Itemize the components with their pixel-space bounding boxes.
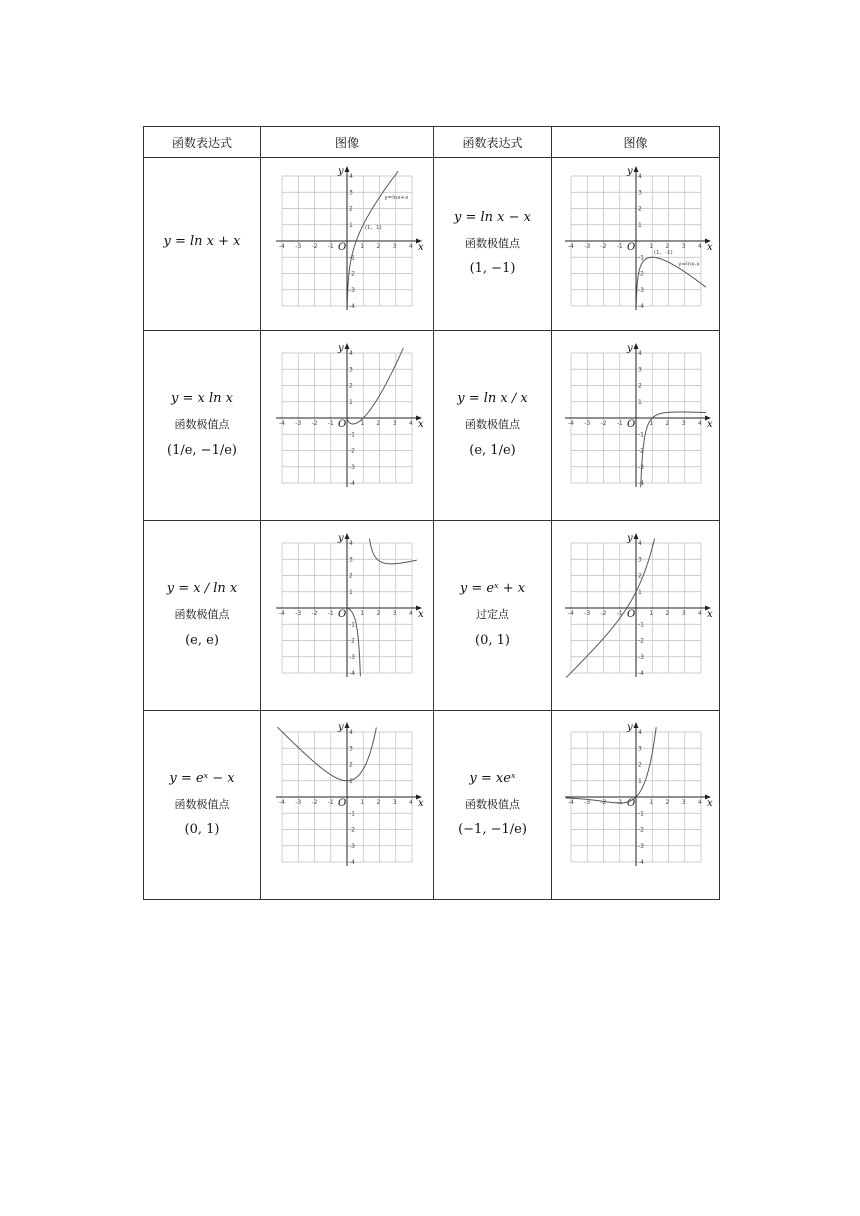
function-expression: y = ln x + x [163, 233, 241, 249]
function-note: 函数极值点 [174, 608, 230, 622]
x-tick-label: 3 [392, 243, 397, 250]
x-tick-label: 3 [681, 609, 686, 617]
y-tick-label: 4 [349, 729, 353, 736]
x-tick-label: 4 [697, 419, 702, 427]
y-tick-label: 1 [349, 777, 353, 785]
graph-cell [261, 331, 434, 521]
table-header-row [144, 127, 720, 158]
x-tick-label: 1 [648, 419, 653, 427]
function-graph [268, 164, 426, 324]
table-row [144, 711, 720, 900]
graph-cell [552, 711, 720, 900]
y-tick-label: -2 [637, 447, 644, 454]
x-tick-label: -4 [567, 609, 574, 617]
y-tick-label: 3 [637, 365, 642, 373]
function-cell [434, 711, 552, 900]
function-point: (e, e) [185, 632, 219, 648]
y-tick-label: -2 [349, 637, 355, 644]
y-tick-label: 3 [637, 555, 642, 563]
origin-label: O [338, 418, 347, 430]
x-tick-label: -3 [295, 419, 302, 427]
x-tick-label: 4 [409, 243, 413, 250]
x-tick-label: -4 [279, 243, 285, 250]
x-tick-label: 2 [665, 419, 669, 427]
function-expression: y = ln x − x [454, 209, 531, 225]
y-tick-label: 2 [637, 761, 642, 769]
y-axis-label: y [338, 166, 344, 177]
x-axis-label: x [418, 608, 424, 620]
x-tick-label: 2 [376, 419, 381, 427]
x-axis-label: x [706, 798, 713, 809]
y-tick-label: 3 [349, 745, 353, 753]
x-tick-label: -2 [600, 799, 606, 806]
y-axis-label: y [626, 342, 633, 354]
y-axis-arrow [633, 533, 638, 539]
x-axis-label: x [418, 418, 424, 430]
table-row [144, 331, 720, 521]
x-tick-label: -3 [583, 419, 590, 427]
y-tick-label: -1 [637, 430, 644, 438]
y-tick-label: -1 [349, 810, 355, 818]
graph-cell [552, 331, 720, 521]
header-function-expression: 函数表达式 [144, 127, 261, 158]
table-row [144, 158, 720, 331]
origin-label: O [626, 798, 635, 809]
graph-cell [552, 521, 720, 711]
function-cell [434, 521, 552, 711]
y-tick-label: 1 [637, 398, 642, 406]
x-axis-label: x [706, 242, 713, 253]
x-tick-label: -1 [616, 609, 623, 617]
function-point: (0, 1) [475, 632, 510, 648]
y-tick-label: -4 [637, 303, 644, 310]
x-tick-label: 4 [409, 419, 413, 427]
y-tick-label: -2 [637, 637, 644, 644]
x-tick-label: 1 [648, 243, 653, 250]
y-tick-label: -3 [637, 653, 644, 661]
header-graph: 图像 [552, 127, 720, 158]
x-tick-label: 2 [665, 243, 669, 250]
function-curve [347, 348, 403, 424]
y-tick-label: 3 [637, 745, 642, 753]
y-tick-label: -4 [637, 669, 644, 677]
x-tick-label: -2 [311, 419, 318, 427]
function-point: (−1, −1/e) [458, 822, 527, 838]
function-table [143, 126, 720, 900]
y-tick-label: -2 [349, 447, 355, 454]
function-graph [557, 341, 715, 511]
function-note: 函数极值点 [174, 797, 230, 811]
x-tick-label: -3 [295, 243, 302, 250]
graph-cell [261, 158, 434, 331]
graph-cell [552, 158, 720, 331]
graph-cell [261, 711, 434, 900]
origin-label: O [338, 608, 347, 620]
y-tick-label: 2 [349, 382, 353, 389]
x-tick-label: 2 [665, 799, 669, 806]
point-label: (1，-1) [653, 250, 673, 256]
x-tick-label: -1 [327, 419, 334, 427]
function-expression: y = xeˣ [469, 770, 516, 786]
origin-label: O [626, 242, 635, 253]
x-tick-label: 4 [697, 799, 702, 806]
y-tick-label: -3 [349, 842, 355, 850]
y-tick-label: -4 [349, 303, 355, 310]
x-tick-label: -4 [279, 609, 285, 617]
x-tick-label: 3 [392, 419, 397, 427]
x-tick-label: -2 [600, 609, 606, 617]
y-tick-label: 3 [349, 189, 353, 197]
y-tick-label: 4 [349, 173, 353, 180]
y-tick-label: 2 [637, 382, 642, 389]
header-graph: 图像 [261, 127, 434, 158]
x-tick-label: -1 [616, 243, 623, 250]
function-expression: y = eˣ + x [459, 581, 526, 597]
x-axis-label: x [706, 418, 713, 430]
function-graph [557, 720, 715, 890]
y-tick-label: 2 [349, 205, 353, 213]
y-tick-label: 1 [349, 588, 353, 596]
x-tick-label: -2 [311, 243, 318, 250]
y-tick-label: -2 [349, 270, 355, 278]
y-tick-label: 1 [349, 221, 353, 229]
x-tick-label: 2 [376, 243, 381, 250]
y-tick-label: 4 [637, 539, 642, 547]
x-tick-label: -4 [279, 419, 285, 427]
y-tick-label: -4 [637, 859, 644, 866]
function-cell [144, 521, 261, 711]
x-tick-label: 1 [648, 799, 653, 806]
function-cell [144, 711, 261, 900]
function-note: 函数极值点 [465, 797, 520, 811]
x-tick-label: -4 [279, 799, 285, 806]
x-tick-label: -3 [583, 243, 590, 250]
x-axis-label: x [418, 798, 424, 809]
y-tick-label: 3 [637, 189, 642, 197]
x-tick-label: 3 [681, 419, 686, 427]
x-tick-label: -3 [295, 799, 302, 806]
origin-label: O [338, 798, 347, 809]
function-note: 过定点 [476, 608, 509, 622]
function-expression: y = ln x / x [457, 391, 528, 407]
function-graph [557, 164, 715, 324]
y-tick-label: 4 [637, 349, 642, 357]
curve-label: y=lnx+x [384, 194, 409, 201]
x-tick-label: 2 [665, 609, 669, 617]
x-tick-label: -2 [600, 243, 606, 250]
y-tick-label: 1 [637, 221, 642, 229]
y-tick-label: -3 [637, 286, 644, 294]
x-tick-label: -2 [311, 799, 318, 806]
function-cell [434, 158, 552, 331]
y-axis-label: y [626, 532, 633, 544]
x-tick-label: -4 [567, 799, 574, 806]
y-tick-label: -4 [349, 859, 355, 866]
function-curve [277, 727, 376, 781]
y-tick-label: 3 [349, 555, 353, 563]
function-point: (1/e, −1/e) [167, 442, 237, 458]
y-axis-arrow [633, 343, 638, 349]
x-tick-label: 3 [681, 799, 686, 806]
function-graph [557, 531, 715, 701]
x-tick-label: -1 [327, 799, 334, 806]
x-tick-label: -2 [311, 609, 318, 617]
y-tick-label: 3 [349, 365, 353, 373]
y-tick-label: -1 [349, 620, 355, 628]
y-tick-label: 4 [637, 173, 642, 180]
y-tick-label: 2 [637, 572, 642, 579]
x-tick-label: -2 [600, 419, 606, 427]
y-tick-label: 2 [637, 205, 642, 213]
x-tick-label: -3 [583, 609, 590, 617]
graph-cell [261, 521, 434, 711]
x-tick-label: -1 [616, 419, 623, 427]
y-axis-label: y [338, 722, 344, 733]
function-point: (1, −1) [469, 261, 516, 277]
x-tick-label: 4 [409, 799, 413, 806]
x-tick-label: -4 [567, 419, 574, 427]
function-graph [268, 341, 426, 511]
y-tick-label: 2 [349, 572, 353, 579]
y-tick-label: -4 [349, 479, 355, 487]
y-tick-label: 2 [349, 761, 353, 769]
y-tick-label: -3 [349, 653, 355, 661]
y-tick-label: -2 [349, 826, 355, 834]
y-tick-label: -1 [637, 620, 644, 628]
x-tick-label: 1 [360, 609, 365, 617]
y-tick-label: -3 [637, 463, 644, 471]
table-row [144, 521, 720, 711]
function-point: (e, 1/e) [469, 442, 516, 458]
y-tick-label: 4 [349, 539, 353, 547]
origin-label: O [626, 418, 635, 430]
y-tick-label: 1 [349, 398, 353, 406]
y-tick-label: -1 [637, 810, 644, 818]
y-axis-label: y [338, 532, 344, 544]
x-tick-label: 1 [360, 419, 365, 427]
x-tick-label: 4 [697, 243, 702, 250]
y-axis-arrow [345, 722, 350, 728]
function-point: (0, 1) [184, 822, 220, 838]
function-cell [144, 331, 261, 521]
y-axis-arrow [345, 343, 350, 349]
function-note: 函数极值点 [465, 418, 520, 432]
x-tick-label: 1 [360, 243, 365, 250]
x-tick-label: 3 [392, 609, 397, 617]
y-tick-label: -2 [637, 270, 644, 278]
origin-label: O [338, 242, 347, 253]
x-tick-label: 2 [376, 609, 381, 617]
y-tick-label: -3 [637, 842, 644, 850]
function-graph [268, 720, 426, 890]
function-note: 函数极值点 [174, 418, 230, 432]
y-tick-label: -3 [349, 286, 355, 294]
point-label: (1，1) [364, 224, 382, 231]
x-axis-label: x [706, 608, 713, 620]
function-expression: y = x ln x [171, 391, 233, 407]
y-tick-label: 4 [349, 349, 353, 357]
function-graph [268, 531, 426, 701]
curve-label: y=lnx-x [677, 261, 700, 268]
y-tick-label: 1 [637, 588, 642, 596]
y-tick-label: -4 [637, 479, 644, 487]
x-tick-label: 1 [360, 799, 365, 806]
x-tick-label: -3 [583, 799, 590, 806]
function-note: 函数极值点 [465, 236, 520, 250]
y-axis-arrow [633, 722, 638, 728]
y-tick-label: -3 [349, 463, 355, 471]
function-expression: y = x / ln x [166, 581, 238, 597]
y-tick-label: -2 [637, 826, 644, 834]
y-tick-label: -1 [637, 254, 644, 262]
x-tick-label: 3 [681, 243, 686, 250]
x-tick-label: 2 [376, 799, 381, 806]
function-cell [434, 331, 552, 521]
x-tick-label: -3 [295, 609, 302, 617]
origin-label: O [626, 608, 635, 620]
header-function-expression: 函数表达式 [434, 127, 552, 158]
y-axis-label: y [626, 166, 633, 177]
x-tick-label: -1 [616, 799, 623, 806]
y-tick-label: -4 [349, 669, 355, 677]
y-tick-label: 1 [637, 777, 642, 785]
x-tick-label: -1 [327, 609, 334, 617]
y-axis-arrow [345, 166, 350, 172]
x-tick-label: 4 [409, 609, 413, 617]
y-tick-label: 4 [637, 729, 642, 736]
x-tick-label: -4 [567, 243, 574, 250]
x-tick-label: -1 [327, 243, 334, 250]
y-axis-arrow [633, 166, 638, 172]
function-expression: y = eˣ − x [169, 770, 235, 786]
x-tick-label: 1 [648, 609, 653, 617]
function-curve [566, 727, 656, 803]
y-axis-arrow [345, 533, 350, 539]
y-axis-label: y [338, 342, 344, 354]
y-axis-label: y [626, 722, 633, 733]
function-cell [144, 158, 261, 331]
y-tick-label: -1 [349, 254, 355, 262]
x-axis-label: x [418, 242, 424, 253]
x-tick-label: 3 [392, 799, 397, 806]
x-tick-label: 4 [697, 609, 702, 617]
y-tick-label: -1 [349, 430, 355, 438]
